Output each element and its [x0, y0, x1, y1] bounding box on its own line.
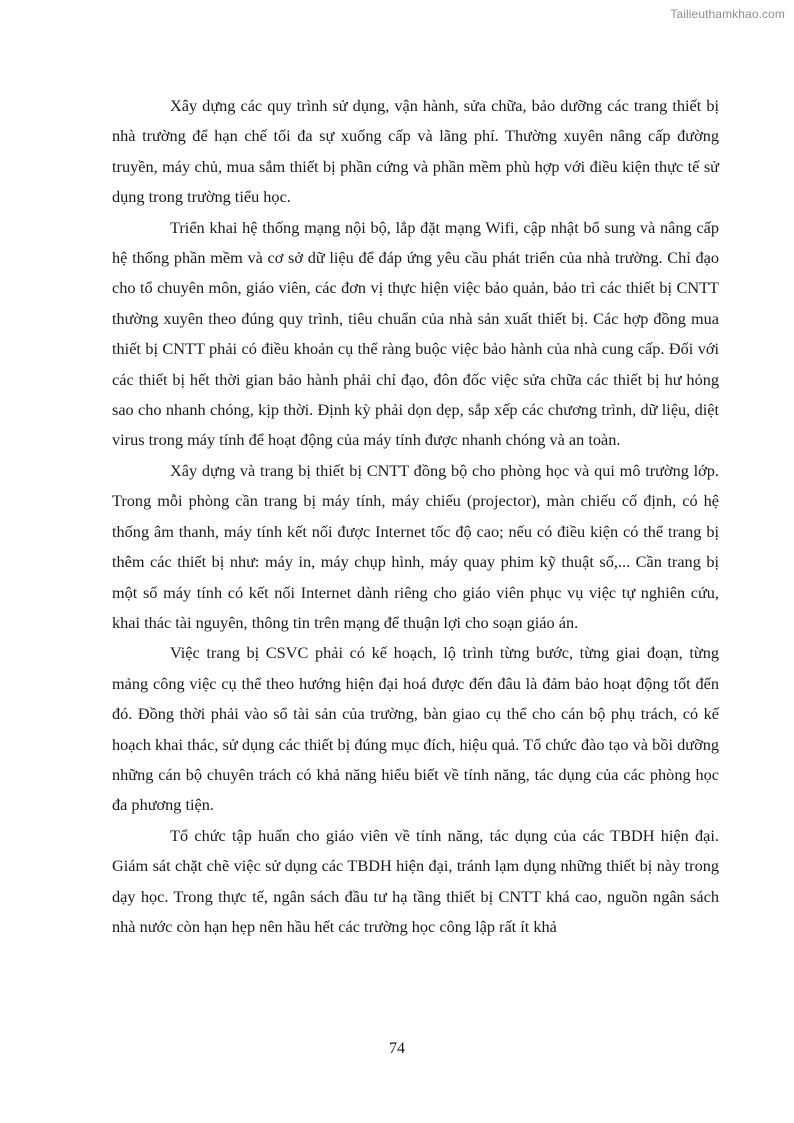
page-number: 74: [389, 1040, 405, 1057]
paragraph: Triển khai hệ thống mạng nội bộ, lắp đặt mạng Wifi, cập nhật bổ sung và nâng cấp hệ thống phần mềm và cơ sở dữ liệu để đáp ứng yêu cầu phát triển của nhà trường. Chỉ đạo cho tổ chuyên môn, giáo viên, các đơn vị thực hiện việc bảo quản, bảo trì các thiết bị CNTT thường xuyên theo đúng quy trình, tiêu chuẩn của nhà sản xuất thiết bị. Các hợp đồng mua thiết bị CNTT phải có điều khoản cụ thể ràng buộc việc bảo hành của nhà cung cấp. Đối với các thiết bị hết thời gian bảo hành phải chỉ đạo, đôn đốc việc sửa chữa các thiết bị hư hỏng sao cho nhanh chóng, kịp thời. Định kỳ phải dọn dẹp, sắp xếp các chương trình, dữ liệu, diệt virus trong máy tính để hoạt động của máy tính được nhanh chóng và an toàn.: [112, 217, 719, 450]
paragraph: Xây dựng các quy trình sử dụng, vận hành, sửa chữa, bảo dưỡng các trang thiết bị nhà trường để hạn chế tối đa sự xuống cấp và lãng phí. Thường xuyên nâng cấp đường truyền, máy chủ, mua sắm thiết bị phần cứng và phần mềm phù hợp với điều kiện thực tế sử dụng trong trường tiểu học.: [112, 96, 719, 207]
paragraph: Xây dựng và trang bị thiết bị CNTT đồng bộ cho phòng học và qui mô trường lớp. Trong mỗi phòng cần trang bị máy tính, máy chiếu (projector), màn chiếu cố định, có hệ thống âm thanh, máy tính kết nối được Internet tốc độ cao; nếu có điều kiện có thể trang bị thêm các thiết bị như: máy in, máy chụp hình, máy quay phim kỹ thuật số,... Cần trang bị một số máy tính có kết nối Internet dành riêng cho giáo viên phục vụ việc tự nghiên cứu, khai thác tài nguyên, thông tin trên mạng để thuận lợi cho soạn giáo án.: [112, 460, 719, 632]
paragraph: Việc trang bị CSVC phải có kế hoạch, lộ trình từng bước, từng giai đoạn, từng mảng công việc cụ thể theo hướng hiện đại hoá được đến đâu là đảm bảo hoạt động tốt đến đó. Đồng thời phải vào sổ tài sản của trường, bàn giao cụ thể cho cán bộ phụ trách, có kế hoạch khai thác, sử dụng các thiết bị đúng mục đích, hiệu quả. Tổ chức đào tạo và bồi dưỡng những cán bộ chuyên trách có khả năng hiểu biết về tính năng, tác dụng của các phòng học đa phương tiện.: [112, 643, 719, 815]
watermark: Tailieuthamkhao.com: [670, 7, 785, 21]
body-text: [112, 91, 719, 942]
paragraph: Tổ chức tập huấn cho giáo viên về tính năng, tác dụng của các TBDH hiện đại. Giám sát chặt chẽ việc sử dụng các TBDH hiện đại, tránh lạm dụng những thiết bị này trong dạy học. Trong thực tế, ngân sách đầu tư hạ tầng thiết bị CNTT khá cao, nguồn ngân sách nhà nước còn hạn hẹp nên hầu hết các trường học công lập rất ít khả: [112, 825, 719, 936]
